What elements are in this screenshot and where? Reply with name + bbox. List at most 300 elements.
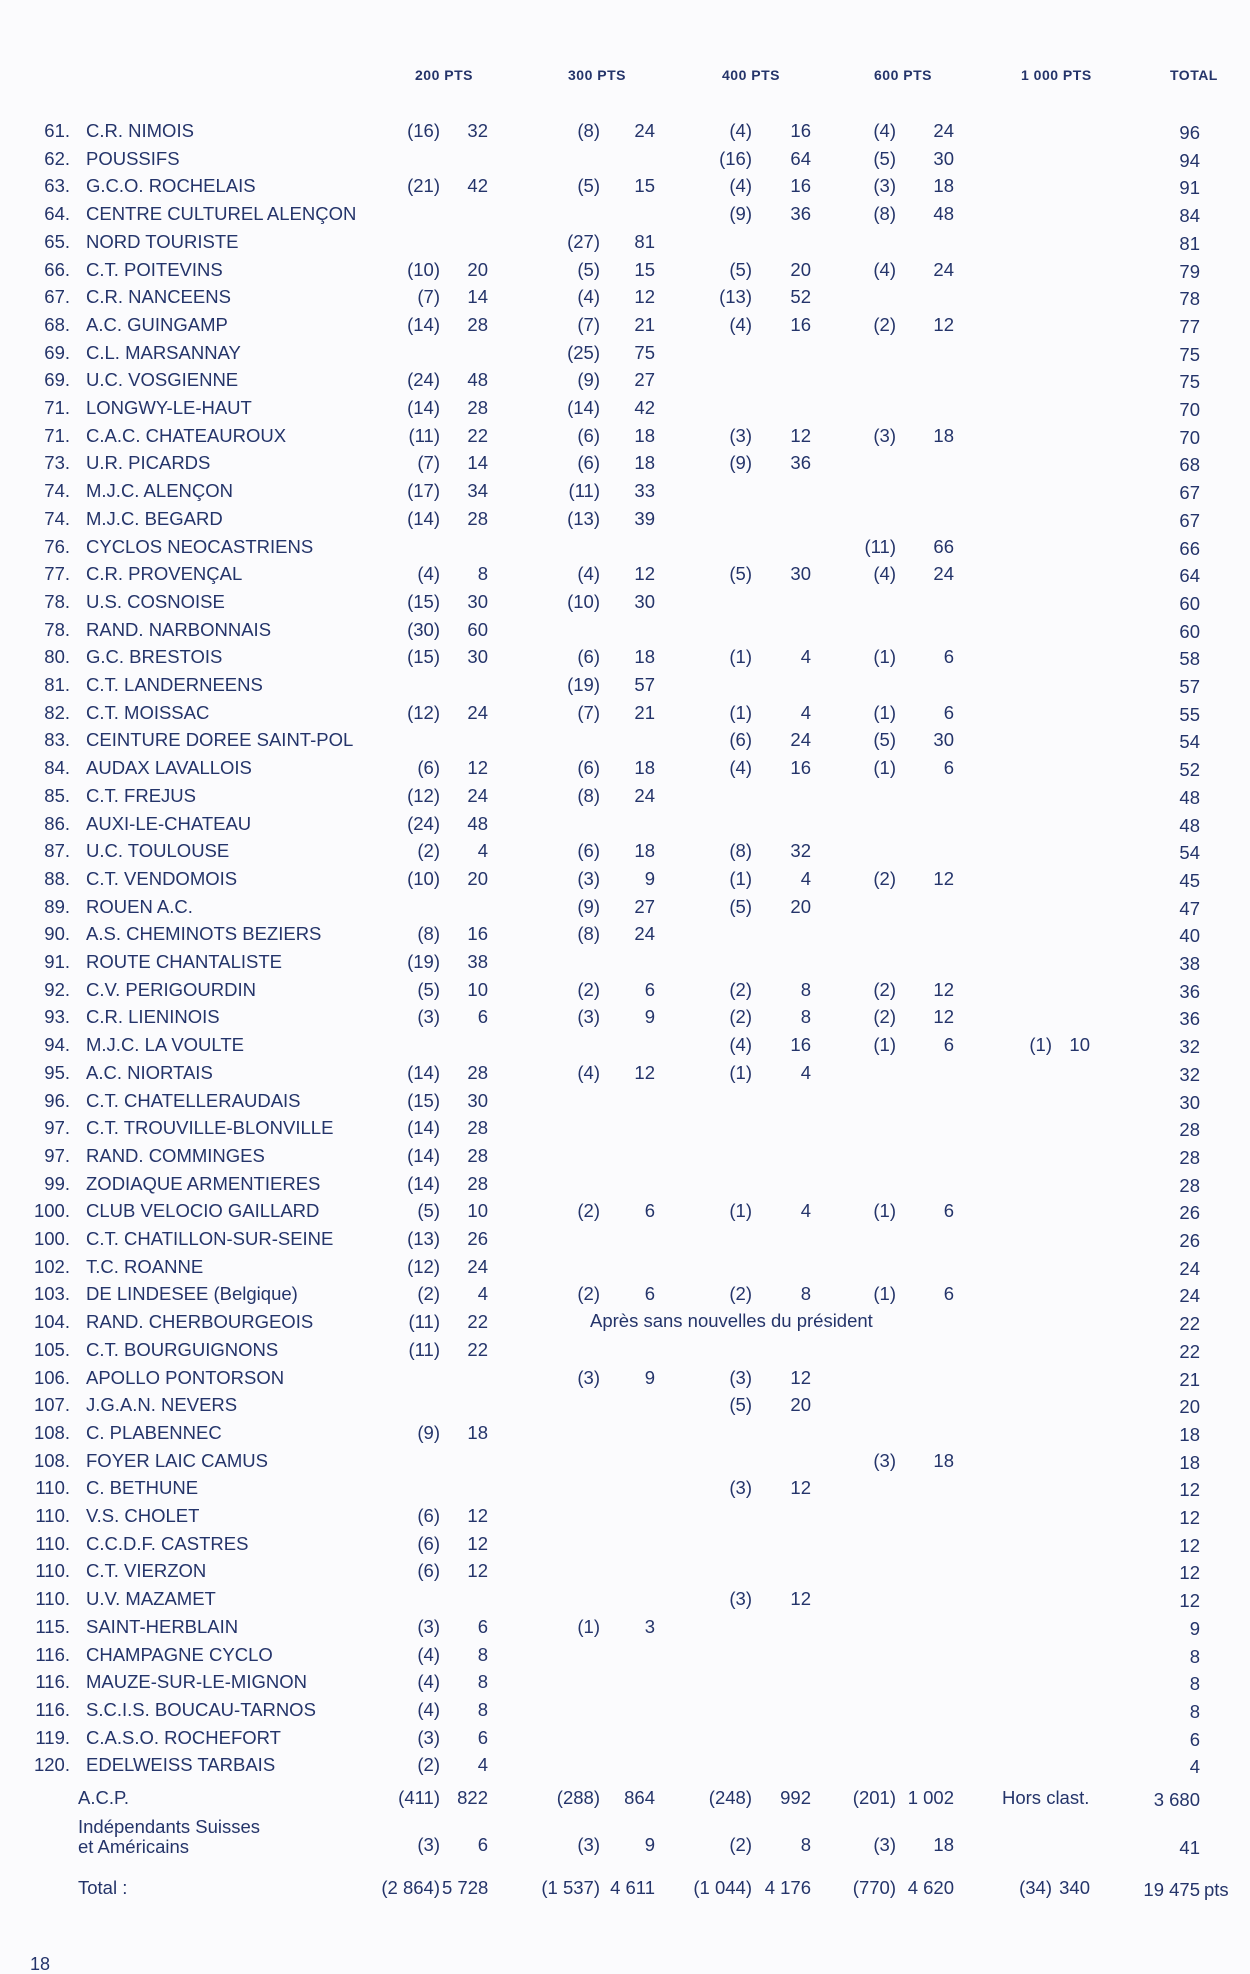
row-rank: 99. [44,1172,70,1194]
club-name: CEINTURE DOREE SAINT-POL [86,729,354,751]
cell-points: 18 [634,424,655,446]
cell-count: (1) [729,1061,752,1083]
cell-count: (4) [873,120,896,141]
cell-points: 12 [933,313,954,335]
cell-count: (1) [873,701,896,723]
cell-count: (1) [1029,1034,1052,1056]
club-name: MAUZE-SUR-LE-MIGNON [86,1671,307,1693]
cell-points: 16 [467,923,488,945]
cell-count: (3) [873,175,896,197]
cell-count: (11) [568,480,600,502]
cell-points: 66 [933,535,954,557]
row-total: 66 [1179,537,1200,559]
cell-points: 6 [477,1006,488,1028]
row-rank: 69. [44,369,70,391]
cell-count: (4) [729,757,752,779]
cell-points: 8 [477,1643,488,1665]
cell-points: 20 [790,1394,811,1416]
cell-count: (21) [407,175,440,197]
row-rank: 78. [44,590,70,612]
cell-count: (2) [577,1200,600,1222]
cell-count: (4) [417,1698,440,1720]
cell-points: 39 [634,507,655,529]
row-rank: 89. [44,895,70,917]
cell-points: 6 [477,1726,488,1748]
cell-count: (11) [408,424,440,446]
cell-points: 6 [477,1615,488,1637]
club-name: C.R. PROVENÇAL [86,563,243,585]
row-total: 47 [1179,897,1200,919]
cell-points: 8 [800,1834,811,1855]
club-name: S.C.I.S. BOUCAU-TARNOS [86,1698,316,1720]
cell-count: (14) [407,397,440,418]
cell-points: 9 [644,1006,655,1028]
cell-points: 34 [467,480,488,502]
row-total: 28 [1179,1119,1200,1141]
club-name: RAND. NARBONNAIS [86,618,272,640]
cell-points: 24 [467,784,488,806]
cell-count: (9) [577,895,600,917]
club-name: C.V. PERIGOURDIN [86,978,256,1000]
cell-count: (14) [407,1061,440,1083]
cell-points: 12 [790,1588,811,1610]
row-rank: 100. [33,1228,70,1249]
cell-count: (6) [577,646,600,668]
cell-count: (10) [567,590,600,612]
club-name: ROUEN A.C. [86,895,193,917]
club-name: C.A.S.O. ROCHEFORT [86,1726,281,1748]
club-name: C.L. MARSANNAY [86,341,241,363]
row-rank: 88. [44,867,70,889]
totals-label: Total : [78,1877,128,1898]
cell-points: 24 [634,784,655,806]
cell-count: (11) [408,1311,440,1333]
cell-points: 822 [457,1787,488,1808]
row-rank: 108. [33,1449,70,1471]
cell-points: 18 [933,424,954,446]
cell-points: 24 [467,1255,488,1277]
cell-points: 30 [467,1089,488,1111]
cell-points: 12 [933,978,954,1000]
row-rank: 107. [33,1394,70,1416]
cell-points: 15 [634,175,655,197]
row-total: 24 [1179,1257,1200,1279]
row-rank: 97. [44,1117,70,1139]
row-total: 4 [1189,1756,1200,1778]
cell-points: 16 [790,1034,811,1056]
cell-count: (9) [577,369,600,391]
cell-points: 26 [467,1228,488,1249]
cell-count: (288) [556,1787,600,1808]
cell-points: 24 [790,729,811,751]
row-total: 48 [1179,814,1200,836]
cell-points: 30 [467,590,488,612]
club-name: EDELWEISS TARBAIS [86,1754,276,1776]
club-name: AUDAX LAVALLOIS [86,757,252,779]
club-name: SAINT-HERBLAIN [86,1615,239,1637]
cell-points: 18 [933,1834,954,1855]
cell-count: (14) [407,1117,440,1139]
club-name: G.C.O. ROCHELAIS [86,175,256,197]
row-rank: 78. [44,618,70,640]
cell-points: 1 002 [907,1787,954,1808]
club-name: M.J.C. LA VOULTE [86,1034,244,1056]
cell-points: 16 [790,120,811,141]
cell-points: 30 [467,646,488,668]
row-total: 22 [1179,1340,1200,1362]
cell-count: (2) [417,1283,440,1305]
club-name: RAND. CHERBOURGEOIS [86,1311,314,1333]
cell-count: (4) [577,563,600,585]
cell-count: (770) [852,1877,896,1898]
row-total: 78 [1179,288,1200,310]
row-rank: 110. [35,1532,70,1554]
row-total: 79 [1179,260,1200,282]
cell-points: 12 [467,1532,488,1554]
cell-count: (13) [719,286,752,308]
cell-count: (6) [417,1532,440,1554]
cell-points: 33 [634,480,655,502]
cell-count: (17) [407,480,440,502]
club-name: C.A.C. CHATEAUROUX [86,424,287,446]
cell-points: 28 [467,1144,488,1166]
club-name: ROUTE CHANTALISTE [86,951,282,972]
row-rank: 108. [33,1421,70,1443]
cell-count: (2 864) [381,1877,440,1898]
row-total: 8 [1189,1700,1200,1722]
header-600-pts: 600 PTS [874,67,932,83]
club-name: C.T. BOURGUIGNONS [86,1338,279,1360]
grand-total: 19 475 [1143,1879,1200,1900]
row-rank: 68. [44,313,70,335]
cell-count: (1 044) [693,1877,752,1898]
row-total: 75 [1179,371,1200,393]
cell-count: (2) [873,313,896,335]
cell-points: 6 [644,978,655,1000]
cell-count: (19) [567,674,600,695]
row-rank: 110. [35,1477,70,1499]
cell-points: 27 [634,895,655,917]
row-total: 48 [1179,786,1200,808]
row-rank: 102. [33,1255,70,1277]
cell-points: 75 [634,341,655,363]
cell-points: 36 [790,203,811,225]
cell-points: 60 [467,618,488,640]
cell-points: 6 [943,701,954,723]
club-name: M.J.C. ALENÇON [86,480,233,502]
cell-points: 9 [644,1366,655,1388]
cell-count: (9) [729,452,752,474]
cell-points: 14 [467,286,488,308]
club-name: U.C. TOULOUSE [86,840,230,862]
club-name: T.C. ROANNE [86,1255,204,1277]
cell-count: (14) [407,1172,440,1194]
row-total: 55 [1179,703,1200,725]
cell-count: (14) [407,1144,440,1166]
cell-count: (6) [729,729,752,751]
cell-points: 28 [467,397,488,418]
cell-count: (7) [577,313,600,335]
row-total: 67 [1179,509,1200,531]
cell-count: (4) [417,563,440,585]
cell-count: (4) [729,1034,752,1056]
cell-points: 20 [790,895,811,917]
cell-points: 8 [800,978,811,1000]
cell-points: 18 [933,1449,954,1471]
cell-count: (2) [729,1006,752,1028]
cell-points: 6 [477,1834,488,1855]
cell-points: 12 [467,1505,488,1526]
club-name: CENTRE CULTUREL ALENÇON [86,203,357,225]
club-name: CHAMPAGNE CYCLO [86,1643,273,1665]
cell-count: (5) [577,175,600,197]
cell-count: (4) [417,1643,440,1665]
cell-points: 12 [790,424,811,446]
row-rank: 61. [44,120,70,141]
cell-points: 4 620 [907,1877,954,1898]
cell-points: 4 [477,840,488,862]
row-rank: 115. [35,1615,70,1637]
cell-points: 12 [790,1366,811,1388]
cell-count: (6) [577,452,600,474]
cell-count: (9) [417,1421,440,1443]
cell-points: 32 [467,120,488,141]
row-total: 58 [1179,648,1200,670]
cell-count: (5) [417,1200,440,1222]
row-total: 32 [1179,1063,1200,1085]
cell-count: (2) [729,978,752,1000]
cell-count: (7) [417,286,440,308]
cell-count: (1) [873,1034,896,1056]
club-name: RAND. COMMINGES [86,1144,265,1166]
cell-points: 21 [634,313,655,335]
club-name: C.T. CHATILLON-SUR-SEINE [86,1228,334,1249]
row-total: 40 [1179,925,1200,947]
row-total: 60 [1179,592,1200,614]
row-total: 12 [1179,1534,1200,1556]
cell-count: (4) [873,563,896,585]
cell-points: 4 [800,867,811,889]
cell-count: (3) [417,1726,440,1748]
row-rank: 64. [44,203,70,225]
cell-points: 6 [943,1200,954,1222]
cell-count: (6) [577,840,600,862]
cell-count: (3) [577,1366,600,1388]
cell-points: 28 [467,1117,488,1139]
club-name: CYCLOS NEOCASTRIENS [86,535,314,557]
cell-count: (1) [577,1615,600,1637]
cell-points: 4 [800,646,811,668]
cell-points: 16 [790,757,811,779]
cell-count: (5) [417,978,440,1000]
row-total: 20 [1179,1396,1200,1418]
row-total: 12 [1179,1507,1200,1528]
cell-points: 340 [1059,1877,1090,1898]
cell-count: (3) [417,1615,440,1637]
acp-hors-classement: Hors clast. [1002,1787,1090,1808]
cell-points: 12 [933,867,954,889]
cell-count: (2) [577,978,600,1000]
cell-points: 12 [467,757,488,779]
row-rank: 97. [44,1144,70,1166]
club-name: POUSSIFS [86,147,180,169]
cell-count: (4) [873,258,896,280]
cell-points: 20 [467,258,488,280]
row-rank: 66. [44,258,70,280]
row-note: Après sans nouvelles du président [590,1310,873,1332]
cell-points: 81 [634,230,655,252]
cell-count: (1) [873,646,896,668]
independants-name-line2: et Américains [78,1836,190,1857]
row-rank: 63. [44,175,70,197]
cell-count: (4) [417,1671,440,1693]
row-total: 12 [1179,1590,1200,1612]
row-rank: 116. [35,1671,70,1693]
cell-count: (2) [417,840,440,862]
row-rank: 76. [44,535,70,557]
row-rank: 86. [44,812,70,834]
header-400-pts: 400 PTS [722,67,780,83]
cell-count: (2) [873,1006,896,1028]
row-total: 18 [1179,1423,1200,1445]
cell-count: (3) [417,1006,440,1028]
cell-points: 24 [933,563,954,585]
row-rank: 96. [44,1089,70,1111]
cell-points: 18 [634,840,655,862]
cell-count: (11) [864,535,896,557]
cell-points: 10 [467,1200,488,1222]
cell-points: 6 [943,646,954,668]
cell-points: 5 728 [442,1877,489,1898]
independants-name-line1: Indépendants Suisses [78,1816,261,1837]
row-rank: 94. [44,1034,70,1056]
row-rank: 85. [44,784,70,806]
row-total: 54 [1179,731,1200,753]
club-name: C.R. LIENINOIS [86,1006,220,1028]
cell-points: 30 [933,147,954,169]
club-name: C.T. CHATELLERAUDAIS [86,1089,301,1111]
cell-count: (3) [873,424,896,446]
cell-count: (1) [873,1200,896,1222]
club-name: A.C. NIORTAIS [86,1061,213,1083]
row-rank: 69. [44,341,70,363]
cell-points: 12 [634,563,655,585]
row-rank: 110. [35,1505,70,1526]
cell-count: (248) [708,1787,752,1808]
row-rank: 105. [33,1338,70,1360]
cell-points: 6 [644,1200,655,1222]
grand-total-unit: pts [1204,1879,1229,1900]
row-total: 70 [1179,426,1200,448]
cell-count: (27) [567,230,600,252]
cell-count: (1) [729,701,752,723]
cell-count: (1) [873,1283,896,1305]
cell-points: 22 [467,424,488,446]
cell-count: (16) [407,120,440,141]
cell-points: 4 [477,1754,488,1776]
cell-count: (3) [577,867,600,889]
row-total: 28 [1179,1174,1200,1196]
cell-count: (1) [873,757,896,779]
row-rank: 116. [35,1643,70,1665]
row-total: 96 [1179,122,1200,143]
cell-points: 992 [780,1787,811,1808]
club-name: U.R. PICARDS [86,452,211,474]
cell-count: (24) [407,812,440,834]
cell-points: 28 [467,1061,488,1083]
cell-count: (2) [873,867,896,889]
cell-points: 18 [634,452,655,474]
cell-count: (5) [729,258,752,280]
cell-points: 22 [467,1311,488,1333]
row-rank: 71. [44,424,70,446]
cell-points: 18 [634,646,655,668]
cell-points: 18 [634,757,655,779]
row-rank: 91. [44,951,70,972]
row-rank: 120. [33,1754,70,1776]
cell-count: (5) [729,563,752,585]
cell-count: (8) [873,203,896,225]
cell-points: 18 [467,1421,488,1443]
cell-count: (2) [729,1283,752,1305]
cell-points: 10 [1069,1034,1090,1056]
row-rank: 74. [44,507,70,529]
club-name: A.C. GUINGAMP [86,313,228,335]
club-name: C.T. FREJUS [86,784,196,806]
row-total: 91 [1179,177,1200,199]
cell-points: 3 [644,1615,655,1637]
cell-points: 28 [467,313,488,335]
club-name: V.S. CHOLET [86,1505,200,1526]
club-name: C.T. VIERZON [86,1560,207,1582]
row-total: 8 [1189,1673,1200,1695]
row-total: 36 [1179,980,1200,1002]
page-number: 18 [30,1954,51,1974]
cell-count: (3) [729,424,752,446]
cell-count: (201) [852,1787,896,1808]
row-rank: 83. [44,729,70,751]
header-300-pts: 300 PTS [568,67,626,83]
cell-points: 52 [790,286,811,308]
club-name: J.G.A.N. NEVERS [86,1394,238,1416]
cell-points: 28 [467,1172,488,1194]
row-total: 70 [1179,399,1200,420]
cell-points: 20 [790,258,811,280]
cell-points: 8 [477,563,488,585]
cell-count: (15) [407,646,440,668]
cell-count: (6) [417,1505,440,1526]
cell-points: 24 [467,701,488,723]
cell-points: 18 [933,175,954,197]
row-total: 12 [1179,1562,1200,1584]
cell-count: (14) [407,313,440,335]
row-total: 84 [1179,205,1200,227]
header-1000-pts: 1 000 PTS [1021,67,1092,83]
cell-count: (34) [1019,1877,1052,1898]
cell-points: 4 176 [764,1877,811,1898]
row-total: 60 [1179,620,1200,642]
club-name: ZODIAQUE ARMENTIERES [86,1172,321,1194]
cell-points: 38 [467,951,488,972]
row-total: 8 [1189,1645,1200,1667]
row-total: 36 [1179,1008,1200,1030]
cell-count: (12) [407,1255,440,1277]
cell-points: 8 [477,1671,488,1693]
cell-count: (15) [407,590,440,612]
cell-points: 42 [467,175,488,197]
cell-points: 48 [933,203,954,225]
cell-count: (1) [729,867,752,889]
